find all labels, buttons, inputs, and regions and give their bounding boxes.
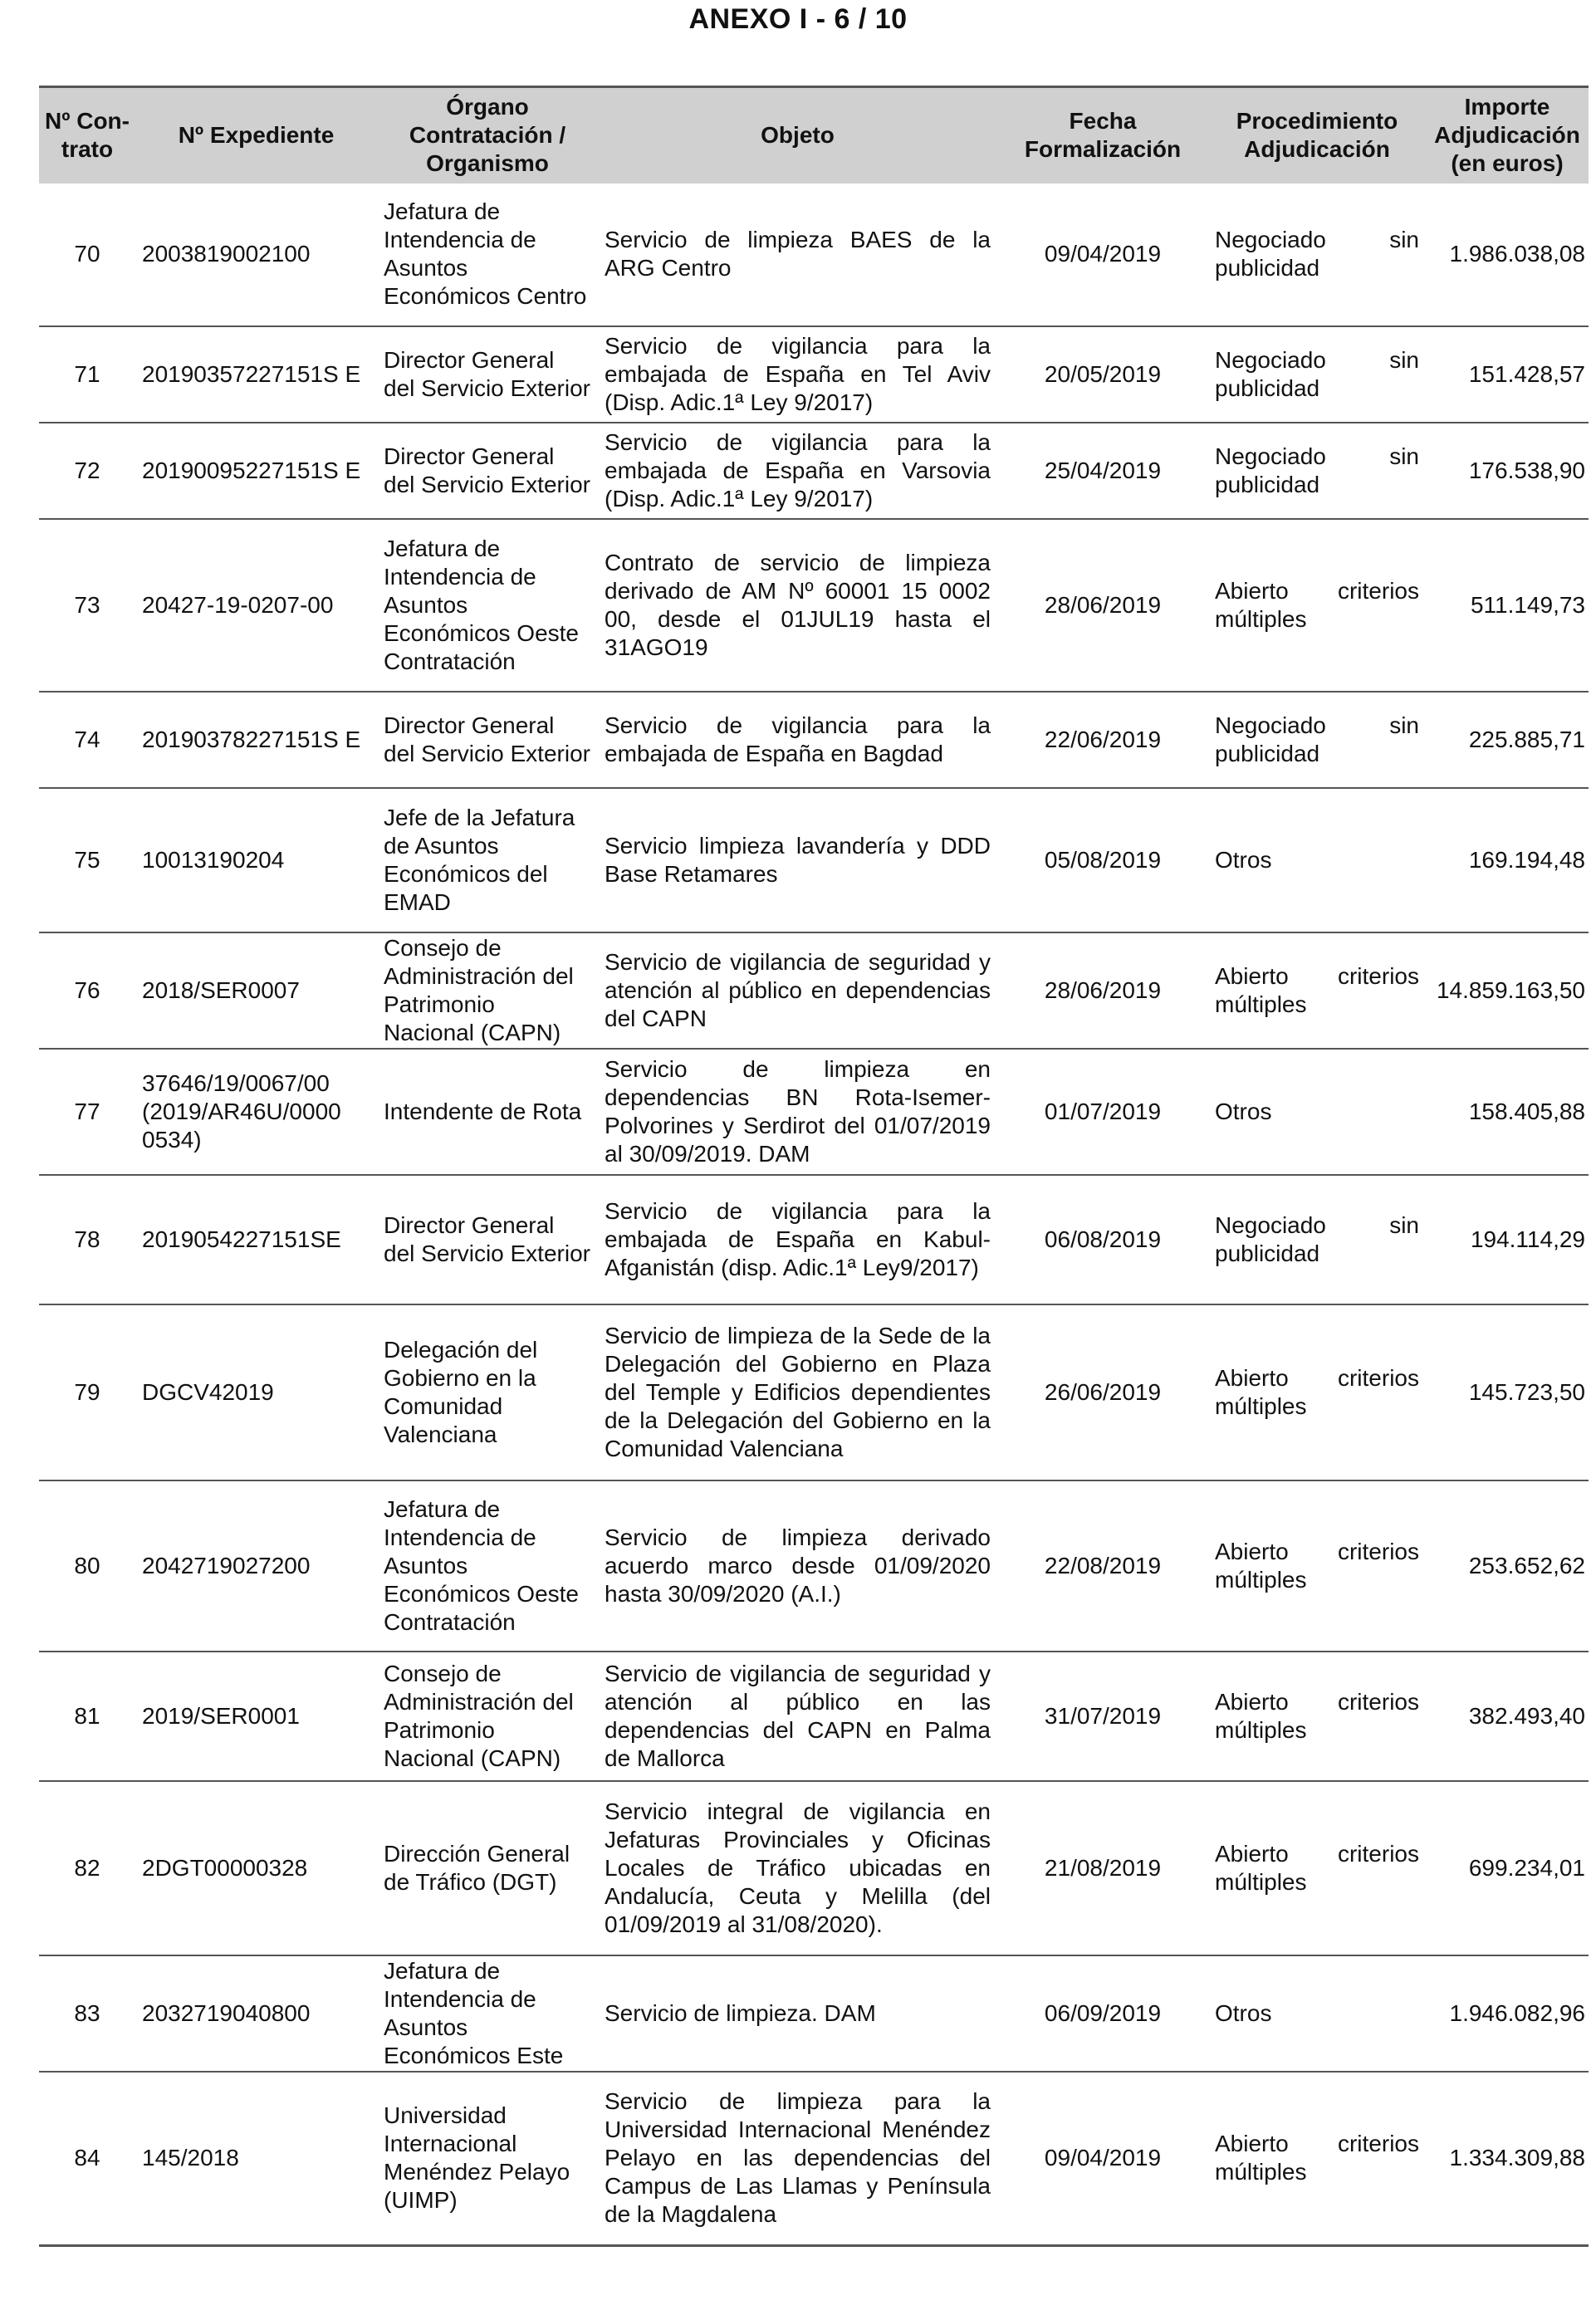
cell-num: 79 [39, 1304, 135, 1480]
cell-importe: 176.538,90 [1426, 423, 1589, 519]
cell-organo: Jefatura de Intendencia de Asuntos Económicos Centro [377, 184, 598, 326]
cell-expediente: 20190357227151S E [135, 326, 377, 423]
cell-organo: Consejo de Administración del Patrimonio Nacional (CAPN) [377, 1652, 598, 1781]
cell-num: 76 [39, 932, 135, 1049]
cell-procedimiento: Negociado sin publicidad [1208, 423, 1426, 519]
cell-importe: 511.149,73 [1426, 519, 1589, 692]
cell-fecha: 25/04/2019 [997, 423, 1208, 519]
cell-fecha: 31/07/2019 [997, 1652, 1208, 1781]
col-header-expediente: Nº Expediente [135, 87, 377, 184]
cell-objeto: Servicio de limpieza BAES de la ARG Centro [598, 184, 997, 326]
cell-expediente: 145/2018 [135, 2072, 377, 2246]
cell-num: 75 [39, 788, 135, 932]
cell-procedimiento: Abierto criterios múltiples [1208, 1480, 1426, 1652]
cell-expediente: 20190378227151S E [135, 692, 377, 788]
cell-objeto: Contrato de servicio de limpieza derivado de AM Nº 60001 15 0002 00, desde el 01JUL19 hasta el 31AGO19 [598, 519, 997, 692]
cell-objeto: Servicio de limpieza de la Sede de la Delegación del Gobierno en Plaza del Temple y Edificios dependientes de la Delegación del Gobierno en la Comunidad Valenciana [598, 1304, 997, 1480]
cell-objeto: Servicio integral de vigilancia en Jefaturas Provinciales y Oficinas Locales de Tráfico ubicadas en Andalucía, Ceuta y Melilla (del 01/09/2019 al 31/08/2020). [598, 1781, 997, 1955]
col-header-num: Nº Con-trato [39, 87, 135, 184]
cell-organo: Consejo de Administración del Patrimonio Nacional (CAPN) [377, 932, 598, 1049]
cell-num: 73 [39, 519, 135, 692]
cell-objeto: Servicio de vigilancia para la embajada de España en Kabul-Afganistán (disp. Adic.1ª Ley9/2017) [598, 1175, 997, 1304]
cell-importe: 14.859.163,50 [1426, 932, 1589, 1049]
cell-importe: 699.234,01 [1426, 1781, 1589, 1955]
table-row [39, 1652, 1589, 1781]
cell-importe: 253.652,62 [1426, 1480, 1589, 1652]
table-row [39, 1480, 1589, 1652]
cell-expediente: 20190095227151S E [135, 423, 377, 519]
cell-fecha: 01/07/2019 [997, 1049, 1208, 1175]
cell-organo: Jefatura de Intendencia de Asuntos Económicos Este [377, 1955, 598, 2072]
cell-fecha: 22/06/2019 [997, 692, 1208, 788]
cell-objeto: Servicio de vigilancia para la embajada de España en Bagdad [598, 692, 997, 788]
cell-num: 71 [39, 326, 135, 423]
table-row [39, 932, 1589, 1049]
table-row [39, 326, 1589, 423]
cell-num: 80 [39, 1480, 135, 1652]
cell-importe: 151.428,57 [1426, 326, 1589, 423]
cell-expediente: 2018/SER0007 [135, 932, 377, 1049]
cell-fecha: 28/06/2019 [997, 932, 1208, 1049]
cell-fecha: 21/08/2019 [997, 1781, 1208, 1955]
cell-expediente: 2019/SER0001 [135, 1652, 377, 1781]
table-row [39, 788, 1589, 932]
cell-fecha: 09/04/2019 [997, 2072, 1208, 2246]
cell-procedimiento: Abierto criterios múltiples [1208, 1781, 1426, 1955]
table-row [39, 1175, 1589, 1304]
cell-num: 81 [39, 1652, 135, 1781]
cell-importe: 194.114,29 [1426, 1175, 1589, 1304]
cell-expediente: 2003819002100 [135, 184, 377, 326]
table-header-row [39, 87, 1589, 184]
cell-procedimiento: Abierto criterios múltiples [1208, 1304, 1426, 1480]
contracts-table [39, 86, 1589, 2247]
cell-organo: Jefatura de Intendencia de Asuntos Económicos Oeste Contratación [377, 519, 598, 692]
cell-procedimiento: Abierto criterios múltiples [1208, 2072, 1426, 2246]
col-header-organo: Órgano Contratación / Organismo [377, 87, 598, 184]
cell-fecha: 06/08/2019 [997, 1175, 1208, 1304]
cell-expediente: 2032719040800 [135, 1955, 377, 2072]
cell-num: 84 [39, 2072, 135, 2246]
cell-num: 82 [39, 1781, 135, 1955]
cell-procedimiento: Negociado sin publicidad [1208, 326, 1426, 423]
cell-procedimiento: Abierto criterios múltiples [1208, 932, 1426, 1049]
table-row [39, 1049, 1589, 1175]
cell-organo: Dirección General de Tráfico (DGT) [377, 1781, 598, 1955]
page-title: ANEXO I - 6 / 10 [688, 3, 908, 35]
cell-organo: Director General del Servicio Exterior [377, 423, 598, 519]
table-row [39, 423, 1589, 519]
cell-num: 74 [39, 692, 135, 788]
cell-organo: Director General del Servicio Exterior [377, 692, 598, 788]
cell-expediente: DGCV42019 [135, 1304, 377, 1480]
cell-importe: 1.946.082,96 [1426, 1955, 1589, 2072]
cell-fecha: 26/06/2019 [997, 1304, 1208, 1480]
cell-organo: Director General del Servicio Exterior [377, 1175, 598, 1304]
cell-procedimiento: Abierto criterios múltiples [1208, 519, 1426, 692]
col-header-objeto: Objeto [598, 87, 997, 184]
cell-importe: 1.986.038,08 [1426, 184, 1589, 326]
cell-objeto: Servicio de vigilancia para la embajada de España en Varsovia (Disp. Adic.1ª Ley 9/2017) [598, 423, 997, 519]
cell-objeto: Servicio de limpieza. DAM [598, 1955, 997, 2072]
cell-expediente: 2019054227151SE [135, 1175, 377, 1304]
cell-importe: 1.334.309,88 [1426, 2072, 1589, 2246]
cell-importe: 382.493,40 [1426, 1652, 1589, 1781]
cell-importe: 158.405,88 [1426, 1049, 1589, 1175]
cell-expediente: 10013190204 [135, 788, 377, 932]
cell-organo: Director General del Servicio Exterior [377, 326, 598, 423]
cell-objeto: Servicio de vigilancia de seguridad y atención al público en dependencias del CAPN [598, 932, 997, 1049]
cell-fecha: 22/08/2019 [997, 1480, 1208, 1652]
cell-objeto: Servicio limpieza lavandería y DDD Base Retamares [598, 788, 997, 932]
cell-objeto: Servicio de vigilancia de seguridad y atención al público en las dependencias del CAPN en Palma de Mallorca [598, 1652, 997, 1781]
cell-num: 83 [39, 1955, 135, 2072]
cell-fecha: 28/06/2019 [997, 519, 1208, 692]
cell-procedimiento: Otros [1208, 788, 1426, 932]
cell-objeto: Servicio de limpieza derivado acuerdo marco desde 01/09/2020 hasta 30/09/2020 (A.I.) [598, 1480, 997, 1652]
cell-expediente: 37646/19/0067/00 (2019/AR46U/0000 0534) [135, 1049, 377, 1175]
cell-organo: Jefatura de Intendencia de Asuntos Económicos Oeste Contratación [377, 1480, 598, 1652]
cell-num: 78 [39, 1175, 135, 1304]
table-row [39, 1955, 1589, 2072]
cell-fecha: 09/04/2019 [997, 184, 1208, 326]
cell-num: 72 [39, 423, 135, 519]
cell-objeto: Servicio de limpieza para la Universidad Internacional Menéndez Pelayo en las dependencias del Campus de Las Llamas y Península de la Magdalena [598, 2072, 997, 2246]
cell-expediente: 2042719027200 [135, 1480, 377, 1652]
cell-organo: Universidad Internacional Menéndez Pelayo (UIMP) [377, 2072, 598, 2246]
table-row [39, 184, 1589, 326]
cell-objeto: Servicio de limpieza en dependencias BN Rota-Isemer-Polvorines y Serdirot del 01/07/2019 al 30/09/2019. DAM [598, 1049, 997, 1175]
table-row [39, 519, 1589, 692]
cell-organo: Jefe de la Jefatura de Asuntos Económicos del EMAD [377, 788, 598, 932]
cell-fecha: 06/09/2019 [997, 1955, 1208, 2072]
cell-procedimiento: Negociado sin publicidad [1208, 184, 1426, 326]
cell-organo: Intendente de Rota [377, 1049, 598, 1175]
cell-procedimiento: Abierto criterios múltiples [1208, 1652, 1426, 1781]
col-header-fecha: Fecha Formalización [997, 87, 1208, 184]
cell-num: 70 [39, 184, 135, 326]
cell-procedimiento: Otros [1208, 1049, 1426, 1175]
col-header-importe: Importe Adjudicación (en euros) [1426, 87, 1589, 184]
cell-organo: Delegación del Gobierno en la Comunidad Valenciana [377, 1304, 598, 1480]
cell-procedimiento: Otros [1208, 1955, 1426, 2072]
cell-procedimiento: Negociado sin publicidad [1208, 1175, 1426, 1304]
col-header-procedimiento: Procedimiento Adjudicación [1208, 87, 1426, 184]
cell-expediente: 2DGT00000328 [135, 1781, 377, 1955]
cell-objeto: Servicio de vigilancia para la embajada de España en Tel Aviv (Disp. Adic.1ª Ley 9/2017) [598, 326, 997, 423]
cell-procedimiento: Negociado sin publicidad [1208, 692, 1426, 788]
table-row [39, 692, 1589, 788]
cell-importe: 225.885,71 [1426, 692, 1589, 788]
cell-fecha: 05/08/2019 [997, 788, 1208, 932]
cell-importe: 169.194,48 [1426, 788, 1589, 932]
cell-num: 77 [39, 1049, 135, 1175]
table-row [39, 1781, 1589, 1955]
cell-expediente: 20427-19-0207-00 [135, 519, 377, 692]
table-row [39, 2072, 1589, 2246]
table-row [39, 1304, 1589, 1480]
cell-importe: 145.723,50 [1426, 1304, 1589, 1480]
cell-fecha: 20/05/2019 [997, 326, 1208, 423]
